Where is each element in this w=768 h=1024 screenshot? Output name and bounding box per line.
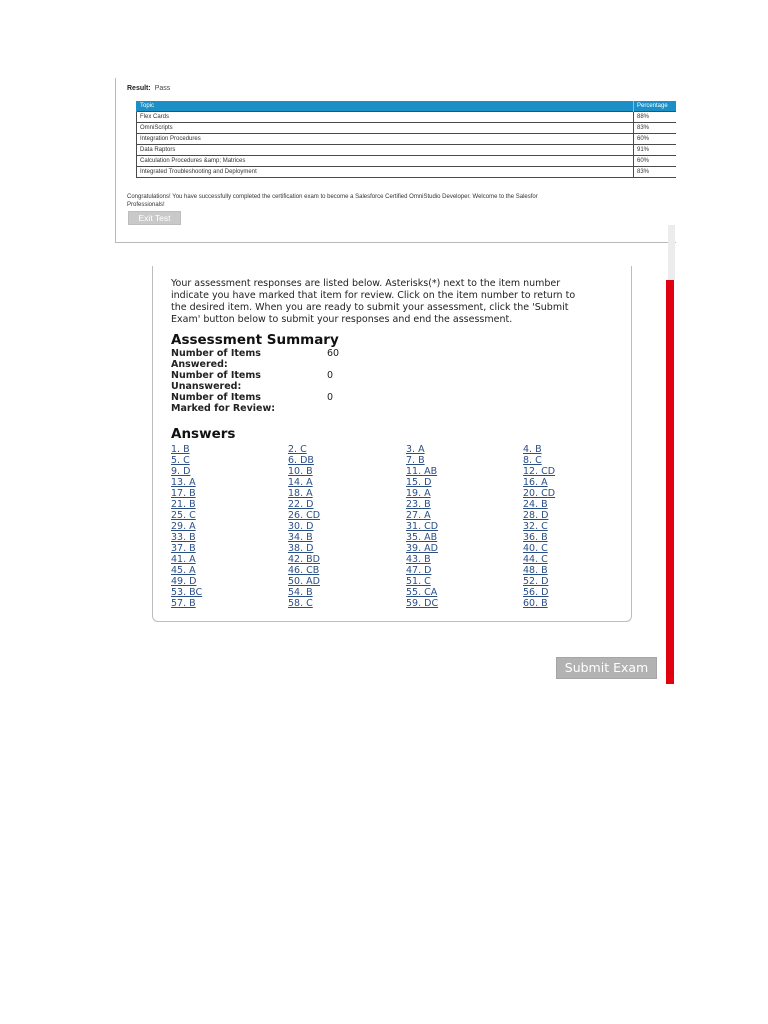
answer-link[interactable]: 14. A: [288, 477, 313, 488]
answer-link[interactable]: 27. A: [406, 510, 431, 521]
summary-label: [171, 348, 327, 370]
table-row: [137, 134, 677, 145]
summary-label-line: Number of Items: [171, 348, 261, 359]
answer-link[interactable]: 48. B: [523, 565, 548, 576]
answer-link[interactable]: 22. D: [288, 499, 314, 510]
answer-link[interactable]: 19. A: [406, 488, 431, 499]
panel-edge-strip: [668, 225, 675, 280]
assessment-summary-heading: Assessment Summary: [171, 332, 339, 348]
answer-link[interactable]: 51. C: [406, 576, 431, 587]
answer-link[interactable]: 42. BD: [288, 554, 320, 565]
summary-label-line: Number of Items: [171, 370, 261, 381]
answer-link[interactable]: 35. AB: [406, 532, 438, 543]
answer-link[interactable]: 21. B: [171, 499, 196, 510]
accent-bar: [666, 280, 674, 684]
topic-cell: Flex Cards: [137, 112, 634, 123]
answer-link[interactable]: 57. B: [171, 598, 196, 609]
summary-label-line: Number of Items: [171, 392, 261, 403]
answer-link[interactable]: 18. A: [288, 488, 313, 499]
result-value: Pass: [154, 85, 171, 92]
topic-cell: Data Raptors: [137, 145, 634, 156]
instructions-text: [171, 278, 575, 326]
answer-link[interactable]: 31. CD: [406, 521, 439, 532]
answer-link[interactable]: 17. B: [171, 488, 196, 499]
answer-link[interactable]: 28. D: [523, 510, 549, 521]
answer-link[interactable]: 39. AD: [406, 543, 438, 554]
summary-label-line: Unanswered:: [171, 381, 242, 392]
summary-label-line: Answered:: [171, 359, 228, 370]
table-row: [137, 112, 677, 123]
instructions-line: the desired item. When you are ready to submit your assessment, click the 'Submit: [171, 302, 569, 313]
answer-link[interactable]: 20. CD: [523, 488, 556, 499]
answer-link[interactable]: 10. B: [288, 466, 313, 477]
topic-cell: Integration Procedures: [137, 134, 634, 145]
summary-value: 0: [327, 392, 334, 403]
topic-results-table: [136, 101, 676, 178]
answer-link[interactable]: 38. D: [288, 543, 314, 554]
answer-link[interactable]: 41. A: [171, 554, 196, 565]
answer-link[interactable]: 58. C: [288, 598, 313, 609]
answer-link[interactable]: 34. B: [288, 532, 313, 543]
answer-link[interactable]: 3. A: [406, 444, 425, 455]
percentage-cell: 83%: [634, 123, 677, 134]
answer-link[interactable]: 60. B: [523, 598, 548, 609]
answer-link[interactable]: 12. CD: [523, 466, 556, 477]
summary-label: [171, 392, 327, 414]
answer-link[interactable]: 13. A: [171, 477, 196, 488]
answer-link[interactable]: 49. D: [171, 576, 197, 587]
exit-test-button[interactable]: Exit Test: [128, 211, 181, 225]
percentage-cell: 60%: [634, 134, 677, 145]
answer-link[interactable]: 29. A: [171, 521, 196, 532]
answer-link[interactable]: 36. B: [523, 532, 548, 543]
submit-exam-button[interactable]: Submit Exam: [556, 657, 657, 679]
congratulations-message: [127, 193, 538, 209]
summary-value: 0: [327, 370, 334, 381]
instructions-line: indicate you have marked that item for review. Click on the item number to return to: [171, 290, 576, 301]
answer-link[interactable]: 7. B: [406, 455, 425, 466]
answer-link[interactable]: 40. C: [523, 543, 548, 554]
answer-link[interactable]: 25. C: [171, 510, 196, 521]
answer-link[interactable]: 16. A: [523, 477, 548, 488]
answer-link[interactable]: 1. B: [171, 444, 190, 455]
congratulations-line: Congratulations! You have successfully completed the certification exam to become a Salesforce Certified OmniStudio Developer. Welcome to the Salesfor: [127, 194, 538, 200]
answer-link[interactable]: 23. B: [406, 499, 431, 510]
answer-link[interactable]: 2. C: [288, 444, 307, 455]
instructions-line: Your assessment responses are listed below. Asterisks(*) next to the item number: [171, 278, 561, 289]
assessment-summary: [171, 348, 471, 414]
answer-link[interactable]: 45. A: [171, 565, 196, 576]
column-header-percentage: Percentage: [634, 101, 677, 112]
answer-link[interactable]: 43. B: [406, 554, 431, 565]
answer-link[interactable]: 59. DC: [406, 598, 439, 609]
table-row: [137, 167, 677, 178]
answer-link[interactable]: 54. B: [288, 587, 313, 598]
table-header-row: [137, 101, 677, 112]
answer-link[interactable]: 56. D: [523, 587, 549, 598]
answer-link[interactable]: 15. D: [406, 477, 432, 488]
answer-link[interactable]: 55. CA: [406, 587, 438, 598]
table-row: [137, 156, 677, 167]
topic-cell: Calculation Procedures &amp; Matrices: [137, 156, 634, 167]
answer-link[interactable]: 50. AD: [288, 576, 320, 587]
congratulations-line: Professionals!: [127, 202, 165, 208]
answer-link[interactable]: 30. D: [288, 521, 314, 532]
answer-link[interactable]: 33. B: [171, 532, 196, 543]
answer-link[interactable]: 32. C: [523, 521, 548, 532]
answer-link[interactable]: 11. AB: [406, 466, 438, 477]
answers-grid: [171, 444, 623, 609]
result-status: [127, 85, 170, 92]
result-panel: [115, 78, 676, 243]
percentage-cell: 88%: [634, 112, 677, 123]
summary-row-unanswered: [171, 370, 471, 392]
percentage-cell: 91%: [634, 145, 677, 156]
percentage-cell: 60%: [634, 156, 677, 167]
answer-link[interactable]: 8. C: [523, 455, 542, 466]
summary-label: [171, 370, 327, 392]
answer-link[interactable]: 4. B: [523, 444, 542, 455]
answers-heading: Answers: [171, 426, 236, 442]
percentage-cell: 83%: [634, 167, 677, 178]
answer-link[interactable]: 53. BC: [171, 587, 203, 598]
answer-link[interactable]: 26. CD: [288, 510, 321, 521]
answer-link[interactable]: 37. B: [171, 543, 196, 554]
answer-link[interactable]: 52. D: [523, 576, 549, 587]
assessment-panel: [152, 266, 632, 622]
summary-value: 60: [327, 348, 340, 359]
summary-row-answered: [171, 348, 471, 370]
table-row: [137, 123, 677, 134]
summary-row-marked: [171, 392, 471, 414]
topic-cell: OmniScripts: [137, 123, 634, 134]
answer-link[interactable]: 44. C: [523, 554, 548, 565]
summary-label-line: Marked for Review:: [171, 403, 276, 414]
table-row: [137, 145, 677, 156]
answer-link[interactable]: 46. CB: [288, 565, 320, 576]
result-label: Result:: [127, 85, 151, 92]
answer-link[interactable]: 6. DB: [288, 455, 314, 466]
answer-link[interactable]: 5. C: [171, 455, 190, 466]
answer-link[interactable]: 47. D: [406, 565, 432, 576]
column-header-topic: Topic: [137, 101, 634, 112]
instructions-line: Exam' button below to submit your responses and end the assessment.: [171, 314, 513, 325]
answer-link[interactable]: 24. B: [523, 499, 548, 510]
answer-link[interactable]: 9. D: [171, 466, 191, 477]
topic-cell: Integrated Troubleshooting and Deployment: [137, 167, 634, 178]
